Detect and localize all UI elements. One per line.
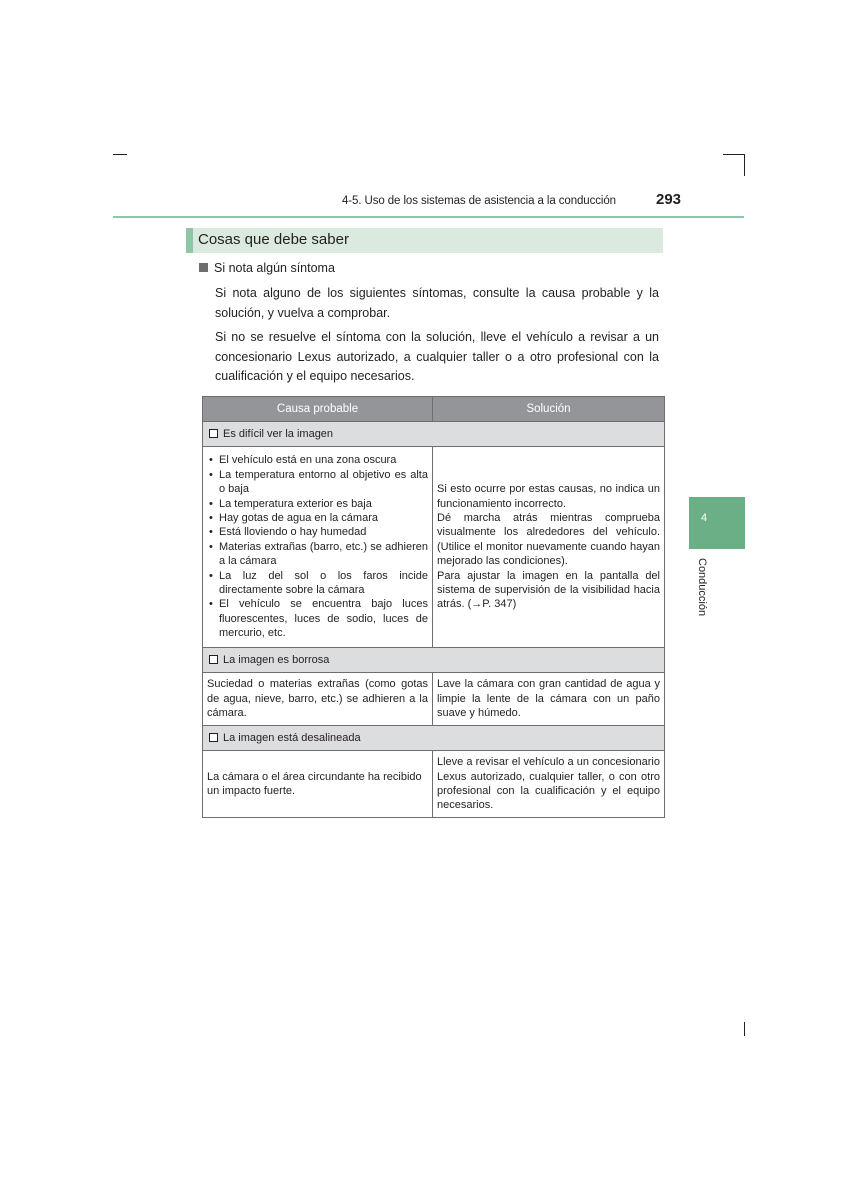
info-box-title-bar (186, 228, 663, 253)
category-cell (203, 422, 665, 447)
crop-mark-top-left (113, 154, 127, 155)
chapter-tab (689, 497, 745, 549)
running-header-section: 4-5. Uso de los sistemas de asistencia a la conducción (342, 195, 616, 207)
cause-cell: Suciedad o materias extrañas (como gotas de agua, nieve, barro, etc.) se adhieren a la cámara. (203, 673, 433, 726)
crop-mark-top-right-vertical (744, 154, 745, 176)
list-item: • Hay gotas de agua en la cámara (207, 511, 428, 525)
category-row (203, 422, 665, 447)
checkbox-icon (209, 429, 218, 438)
solution-cell: Lave la cámara con gran cantidad de agua y limpie la lente de la cámara con un paño suave y húmedo. (433, 673, 665, 726)
list-item: • La temperatura entorno al objetivo es alta o baja (207, 468, 428, 497)
category-title: La imagen es borrosa (223, 654, 330, 666)
header-rule (113, 216, 744, 218)
crop-mark-top-right (723, 154, 745, 155)
table-row (203, 447, 665, 648)
list-item: • La temperatura exterior es baja (207, 497, 428, 511)
solution-cell (433, 447, 665, 648)
list-item: • El vehículo está en una zona oscura (207, 453, 428, 467)
info-box-title: Cosas que debe saber (198, 231, 349, 248)
header-solution: Solución (433, 397, 665, 422)
table-header-row (203, 397, 665, 422)
cause-cell: La cámara o el área circundante ha recibido un impacto fuerte. (203, 751, 433, 818)
paragraph-2: Si no se resuelve el síntoma con la solución, lleve el vehículo a revisar a un concesionario Lexus autorizado, a cualquier taller o a otro profesional con la cualificación y el equipo necesarios. (215, 330, 659, 383)
list-item: • Materias extrañas (barro, etc.) se adhieren a la cámara (207, 540, 428, 569)
cause-cell (203, 447, 433, 648)
checkbox-icon (209, 655, 218, 664)
solution-line: Para ajustar la imagen en la pantalla del sistema de supervisión de la visibilidad hacia atrás. (→P. 347) (437, 569, 660, 611)
category-title: La imagen está desalineada (223, 732, 361, 744)
troubleshooting-table (202, 396, 665, 818)
category-row (203, 648, 665, 673)
list-item: • La luz del sol o los faros incide directamente sobre la cámara (207, 569, 428, 598)
chapter-tab-label: Conducción (696, 558, 708, 617)
square-bullet-icon (199, 263, 208, 272)
list-item: • El vehículo se encuentra bajo luces fluorescentes, luces de sodio, luces de mercurio, etc. (207, 597, 428, 640)
crop-mark-bottom-right (744, 1022, 745, 1036)
chapter-tab-number: 4 (701, 512, 708, 524)
solution-cell: Lleve a revisar el vehículo a un concesionario Lexus autorizado, cualquier taller, o con otro profesional con la cualificación y el equipo necesarios. (433, 751, 665, 818)
page-number: 293 (656, 191, 682, 208)
solution-line: Dé marcha atrás mientras comprueba visualmente los alrededores del vehículo. (Utilice el monitor nuevamente cuando hayan mejorado las condiciones). (437, 511, 660, 568)
category-title: Es difícil ver la imagen (223, 428, 334, 440)
category-cell (203, 726, 665, 751)
paragraph-1: Si nota alguno de los siguientes síntomas, consulte la causa probable y la solución, y vuelva a comprobar. (215, 286, 659, 320)
checkbox-icon (209, 733, 218, 742)
header-cause: Causa probable (203, 397, 433, 422)
table-row (203, 673, 665, 726)
subheading: Si nota algún síntoma (214, 261, 335, 275)
category-row (203, 726, 665, 751)
list-item: • Está lloviendo o hay humedad (207, 525, 428, 539)
solution-line: Si esto ocurre por estas causas, no indica un funcionamiento incorrecto. (437, 483, 660, 510)
category-cell (203, 648, 665, 673)
cause-list (207, 453, 428, 640)
table-row (203, 751, 665, 818)
